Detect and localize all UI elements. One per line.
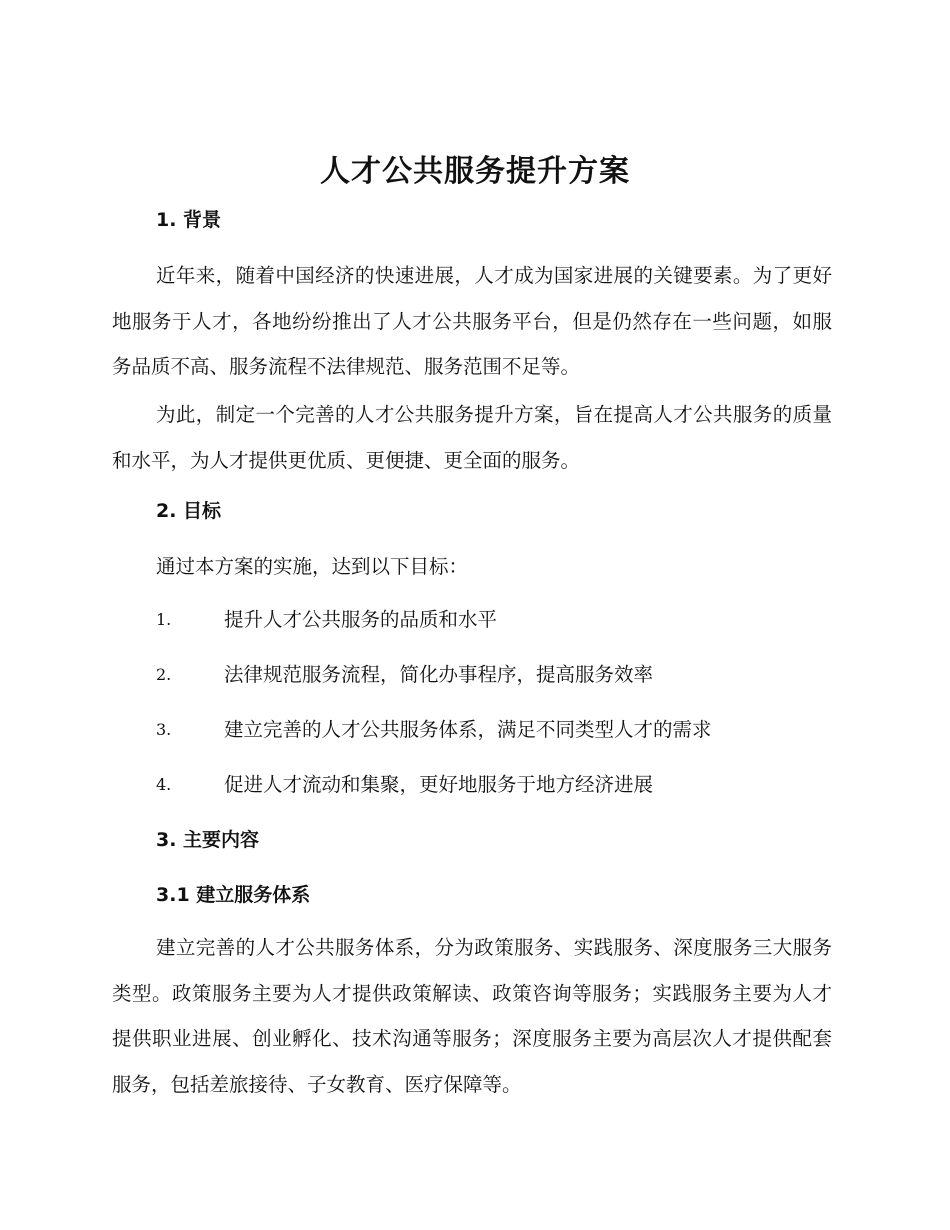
subsection-heading-service-system: 3.1 建立服务体系 [156, 884, 311, 906]
service-system-paragraph: 建立完善的人才公共服务体系，分为政策服务、实践服务、深度服务三大服务类型。政策服务主要为人才提供政策解读、政策咨询等服务；实践服务主要为人才提供职业进展、创业孵化、技术沟通等服务；深度服务主要为高层次人才提供配套服务，包括差旅接待、子女教育、医疗保障等。 [112, 936, 832, 1096]
list-item-text: 促进人才流动和集聚，更好地服务于地方经济进展 [224, 773, 654, 796]
background-paragraph-1: 近年来，随着中国经济的快速进展，人才成为国家进展的关键要素。为了更好地服务于人才，各地纷纷推出了人才公共服务平台，但是仍然存在一些问题，如服务品质不高、服务流程不法律规范、服务范围不足等。 [112, 264, 832, 378]
section-heading-content: 3. 主要内容 [156, 829, 260, 851]
background-paragraph-2: 为此，制定一个完善的人才公共服务提升方案，旨在提高人才公共服务的质量和水平，为人才提供更优质、更便捷、更全面的服务。 [112, 403, 832, 472]
document-title: 人才公共服务提升方案 [320, 154, 630, 189]
list-item-text: 法律规范服务流程，简化办事程序，提高服务效率 [224, 663, 654, 686]
section-heading-goals: 2. 目标 [156, 500, 222, 522]
list-item-text: 建立完善的人才公共服务体系，满足不同类型人才的需求 [224, 718, 712, 741]
list-item-number: 3. [156, 720, 172, 739]
list-item-number: 2. [156, 665, 172, 684]
list-item-number: 4. [156, 775, 172, 794]
list-item-number: 1. [156, 610, 172, 629]
list-item-text: 提升人才公共服务的品质和水平 [224, 608, 498, 631]
section-heading-background: 1. 背景 [156, 209, 222, 231]
goals-intro: 通过本方案的实施，达到以下目标： [156, 555, 469, 578]
